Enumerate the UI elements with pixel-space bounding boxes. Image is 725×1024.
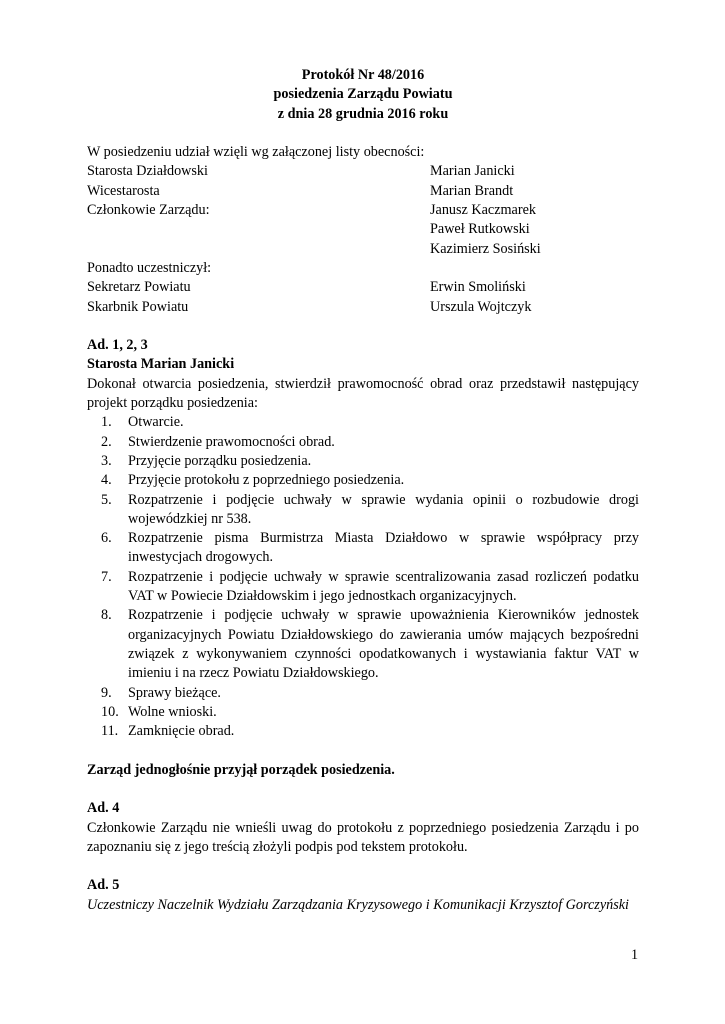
- agenda-text: Rozpatrzenie i podjęcie uchwały w sprawie wydania opinii o rozbudowie drogi wojewódzkiej nr 538.: [128, 491, 639, 527]
- doc-title-line-1: Protokół Nr 48/2016: [301, 67, 425, 83]
- agenda-text: Wolne wnioski.: [128, 703, 217, 720]
- agenda-item: [87, 413, 639, 432]
- agenda-number: 4.: [101, 472, 112, 489]
- page-number: 1: [631, 947, 639, 963]
- also-attended-intro: Ponadto uczestniczył:: [87, 259, 212, 276]
- attendance-name: Janusz Kaczmarek: [430, 202, 536, 219]
- agenda-number: 9.: [101, 684, 112, 701]
- attendance-row: [87, 182, 639, 201]
- attendance-role: Sekretarz Powiatu: [87, 279, 191, 296]
- attendance-name: Marian Janicki: [430, 163, 515, 180]
- attendance-role: Skarbnik Powiatu: [87, 298, 189, 315]
- agenda-number: 6.: [101, 530, 112, 547]
- attendance-row: [87, 220, 639, 239]
- agenda-item: [87, 529, 639, 568]
- agenda-number: 7.: [101, 568, 112, 585]
- section-text: Dokonał otwarcia posiedzenia, stwierdził prawomocność obrad oraz przedstawił następujący projekt porządku posiedzenia:: [87, 375, 639, 412]
- agenda-item: [87, 703, 639, 722]
- attendance-role: Członkowie Zarządu:: [87, 202, 210, 219]
- agenda-text: Przyjęcie porządku posiedzenia.: [128, 452, 312, 469]
- agenda-text: Stwierdzenie prawomocności obrad.: [128, 433, 335, 450]
- agenda-number: 1.: [101, 414, 112, 431]
- doc-title-line-3: z dnia 28 grudnia 2016 roku: [277, 105, 449, 122]
- agenda-list: [87, 413, 639, 741]
- agenda-text: Przyjęcie protokołu z poprzedniego posiedzenia.: [128, 472, 405, 489]
- attendance-name: Paweł Rutkowski: [430, 221, 530, 238]
- agenda-number: 3.: [101, 452, 112, 469]
- agenda-item: [87, 491, 639, 530]
- agenda-number: 8.: [101, 607, 112, 624]
- doc-title-line-2: posiedzenia Zarządu Powiatu: [273, 86, 453, 103]
- agenda-number: 5.: [101, 491, 112, 508]
- attendance-intro: W posiedzeniu udział wzięli wg załączonej listy obecności:: [87, 144, 425, 161]
- section-text: Członkowie Zarządu nie wnieśli uwag do protokołu z poprzedniego posiedzenia Zarządu i po zapoznaniu się z jego treścią złożyli podpis pod tekstem protokołu.: [87, 819, 639, 855]
- agenda-item: [87, 452, 639, 471]
- agenda-item: [87, 606, 639, 683]
- agenda-text: Sprawy bieżące.: [128, 684, 221, 701]
- agenda-text: Rozpatrzenie i podjęcie uchwały w sprawie upoważnienia Kierowników jednostek organizacyjnych Powiatu Działdowskiego do zawierania umów mających bezpośredni związek z wykonywaniem czynności opodatkowanych i wystawiania faktur VAT w imieniu i na rzecz Powiatu Działdowskiego.: [128, 607, 639, 682]
- attendance-role: [87, 220, 430, 239]
- agenda-item: [87, 722, 639, 741]
- attendance-name: Marian Brandt: [430, 182, 514, 199]
- document-body: [87, 66, 639, 915]
- agenda-text: Zamknięcie obrad.: [128, 723, 235, 740]
- attendance-row: [87, 240, 639, 259]
- speaker-name: Starosta Marian Janicki: [87, 356, 235, 373]
- agenda-number: 11.: [101, 723, 119, 740]
- attendance-name: Kazimierz Sosiński: [430, 240, 541, 257]
- section-heading: Ad. 4: [87, 800, 120, 817]
- section-heading: Ad. 5: [87, 877, 120, 894]
- agenda-text: Rozpatrzenie i podjęcie uchwały w sprawie scentralizowania zasad rozliczeń podatku VAT w Powiecie Działdowskim i jego jednostkach organizacyjnych.: [128, 568, 639, 605]
- resolution-text: Zarząd jednogłośnie przyjął porządek posiedzenia.: [87, 761, 395, 778]
- attendance-role: Starosta Działdowski: [87, 163, 208, 180]
- agenda-number: 2.: [101, 433, 112, 450]
- section-text: Uczestniczy Naczelnik Wydziału Zarządzania Kryzysowego i Komunikacji Krzysztof Gorczyński: [87, 896, 629, 913]
- attendance-row: [87, 278, 639, 297]
- agenda-item: [87, 568, 639, 607]
- attendance-role: Wicestarosta: [87, 182, 160, 199]
- agenda-item: [87, 471, 639, 490]
- attendance-name: Urszula Wojtczyk: [430, 298, 532, 315]
- attendance-name: Erwin Smoliński: [430, 279, 526, 296]
- attendance-row: [87, 298, 639, 317]
- agenda-text: Otwarcie.: [128, 414, 184, 431]
- attendance-row: [87, 162, 639, 181]
- agenda-item: [87, 433, 639, 452]
- agenda-item: [87, 684, 639, 703]
- agenda-text: Rozpatrzenie pisma Burmistrza Miasta Działdowo w sprawie współpracy przy inwestycjach drogowych.: [128, 530, 639, 566]
- section-heading: Ad. 1, 2, 3: [87, 337, 148, 354]
- attendance-role: [87, 240, 430, 259]
- agenda-number: 10.: [101, 703, 119, 720]
- attendance-row: [87, 201, 639, 220]
